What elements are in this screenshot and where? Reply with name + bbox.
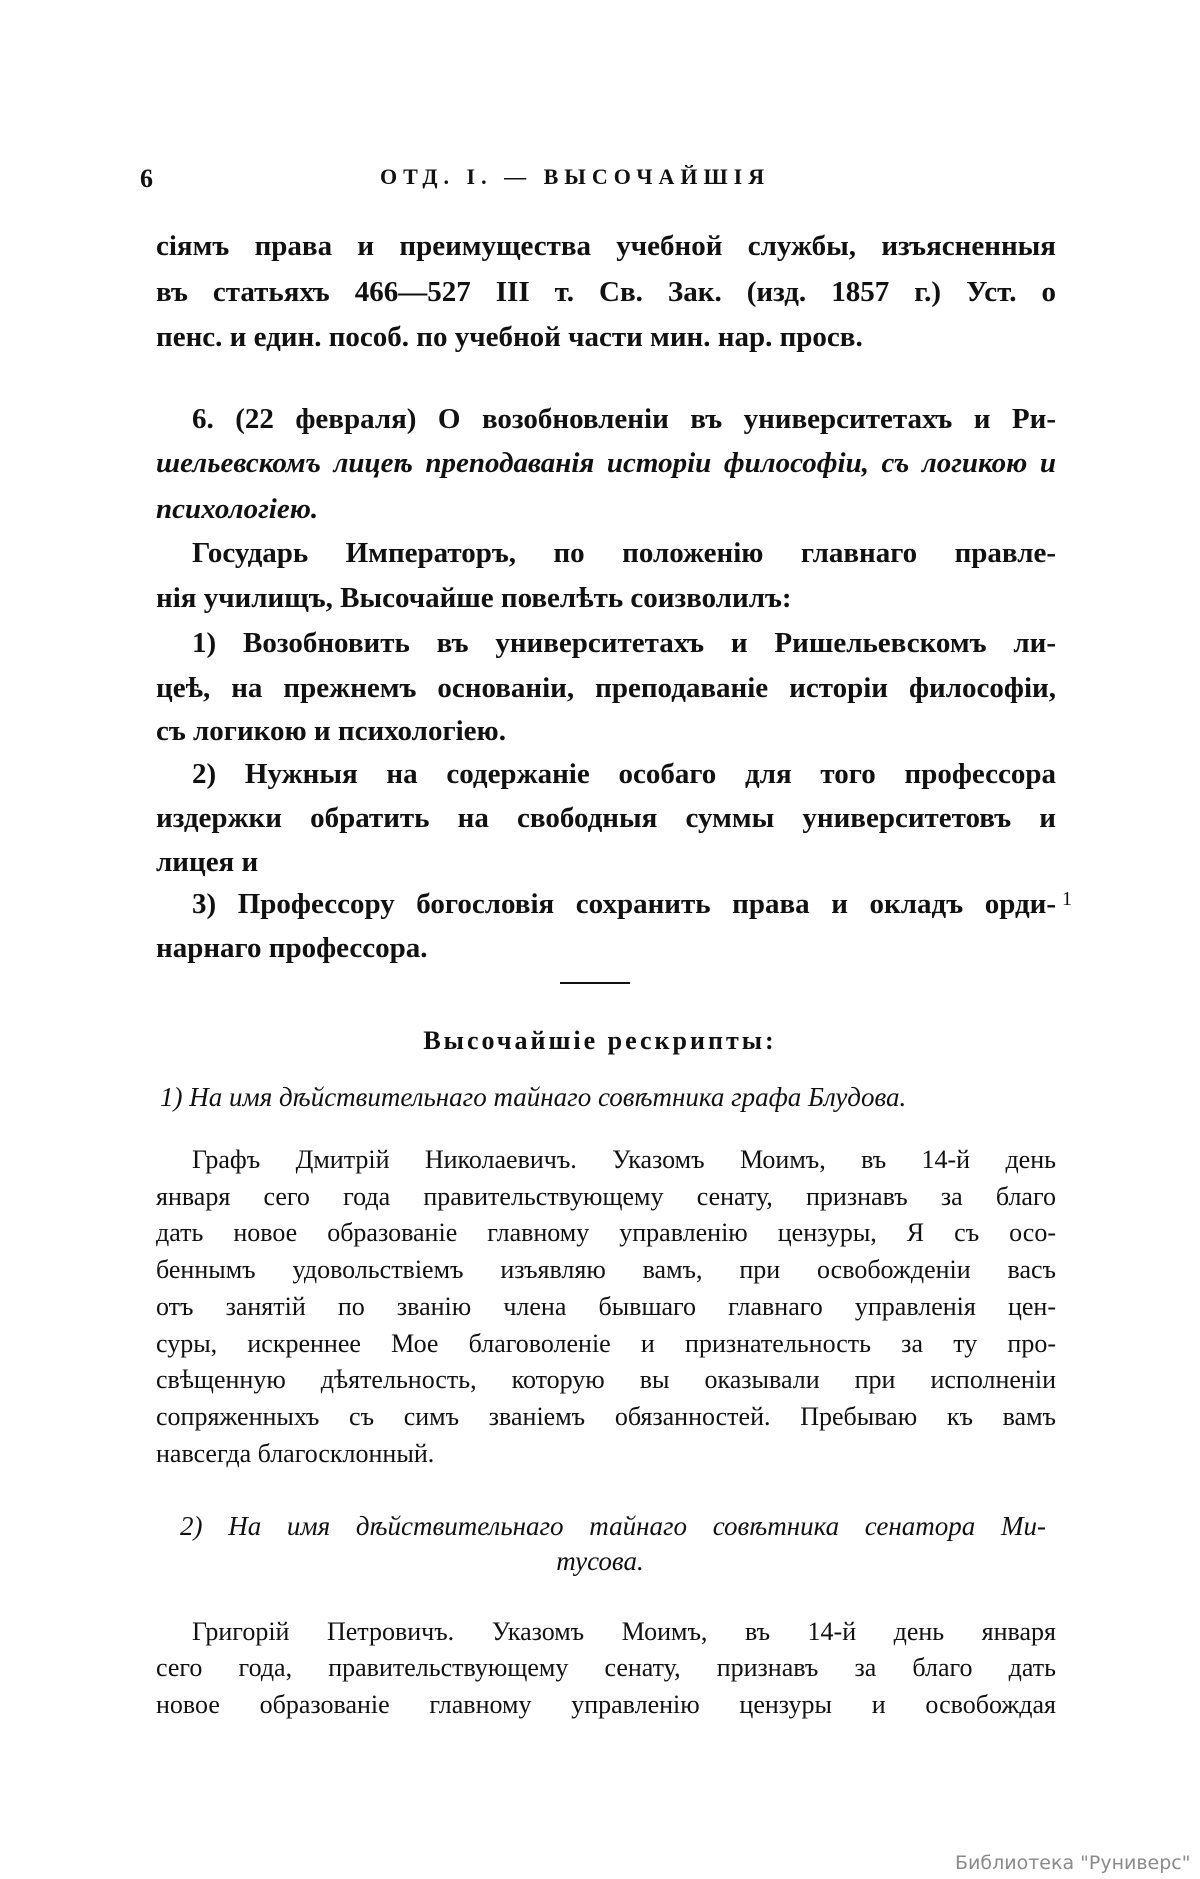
text-line: съ логикою и психологіею.: [156, 715, 506, 747]
section-heading: психологіею.: [156, 493, 319, 525]
text-line: сопряженныхъ съ симъ званіемъ обязанностей. Пребываю къ вамъ: [156, 1402, 1056, 1431]
library-watermark: Библиотека "Руниверс": [955, 1852, 1191, 1874]
section-heading: 6. (22 февраля) О возобновленіи въ университетахъ и Ри-: [192, 403, 1056, 435]
rescript-heading: тусова.: [556, 1546, 644, 1576]
text-line: отъ занятій по званію члена бывшаго главнаго управленія цен-: [156, 1292, 1056, 1321]
rescripts-title: Высочайшіе рескрипты:: [423, 1026, 777, 1055]
text-line: сіямъ права и преимущества учебной службы, изъясненныя: [156, 230, 1056, 262]
divider: [560, 982, 630, 984]
text-line: 1) Возобновить въ университетахъ и Ришельевскомъ ли-: [192, 627, 1056, 659]
text-line: въ статьяхъ 466—527 III т. Св. Зак. (изд. 1857 г.) Уст. о: [156, 276, 1056, 308]
text-line: января сего года правительствующему сенату, признавъ за благо: [156, 1182, 1056, 1211]
text-line: новое образованіе главному управленію цензуры и освобождая: [156, 1690, 1056, 1719]
text-line: суры, искреннее Мое благоволеніе и признательность за ту про-: [156, 1329, 1056, 1358]
text-line: лицея и: [156, 846, 259, 878]
text-line: Григорій Петровичъ. Указомъ Моимъ, въ 14-й день января: [192, 1617, 1056, 1646]
text-line: издержки обратить на свободныя суммы университетовъ и: [156, 802, 1056, 834]
text-line: нія училищъ, Высочайше повелѣть соизволилъ:: [156, 582, 792, 614]
rescript-heading: 2) На имя дѣйствительнаго тайнаго совѣтника сенатора Ми-: [180, 1511, 1046, 1541]
page-number: 6: [140, 164, 153, 193]
text-line: пенс. и един. пособ. по учебной части мин. нар. просв.: [156, 321, 863, 353]
rescript-heading: 1) На имя дѣйствительнаго тайнаго совѣтника графа Блудова.: [160, 1082, 907, 1112]
text-line: дать новое образованіе главному управленію цензуры, Я съ осо-: [156, 1218, 1056, 1247]
running-title: ОТД. I. — ВЫСОЧАЙШІЯ: [380, 164, 771, 189]
text-line: цеѣ, на прежнемъ основаніи, преподаваніе исторіи философіи,: [156, 672, 1056, 704]
text-line: Графъ Дмитрій Николаевичъ. Указомъ Моимъ, въ 14-й день: [192, 1145, 1056, 1174]
text-line: сего года, правительствующему сенату, признавъ за благо дать: [156, 1653, 1056, 1682]
text-line: Государь Императоръ, по положенію главнаго правле-: [192, 537, 1056, 569]
footnote-mark: 1: [1062, 888, 1072, 910]
text-line: беннымъ удовольствіемъ изъявляю вамъ, при освобожденіи васъ: [156, 1255, 1056, 1284]
text-line: 3) Профессору богословія сохранить права и окладъ орди-: [192, 888, 1056, 920]
text-line: навсегда благосклонный.: [156, 1439, 435, 1468]
section-heading: шельевскомъ лицеѣ преподаванія исторіи философіи, съ логикою и: [156, 447, 1056, 479]
text-line: свѣщенную дѣятельность, которую вы оказывали при исполненіи: [156, 1365, 1056, 1394]
text-line: 2) Нужныя на содержаніе особаго для того профессора: [192, 758, 1056, 790]
text-line: нарнаго профессора.: [156, 932, 428, 964]
